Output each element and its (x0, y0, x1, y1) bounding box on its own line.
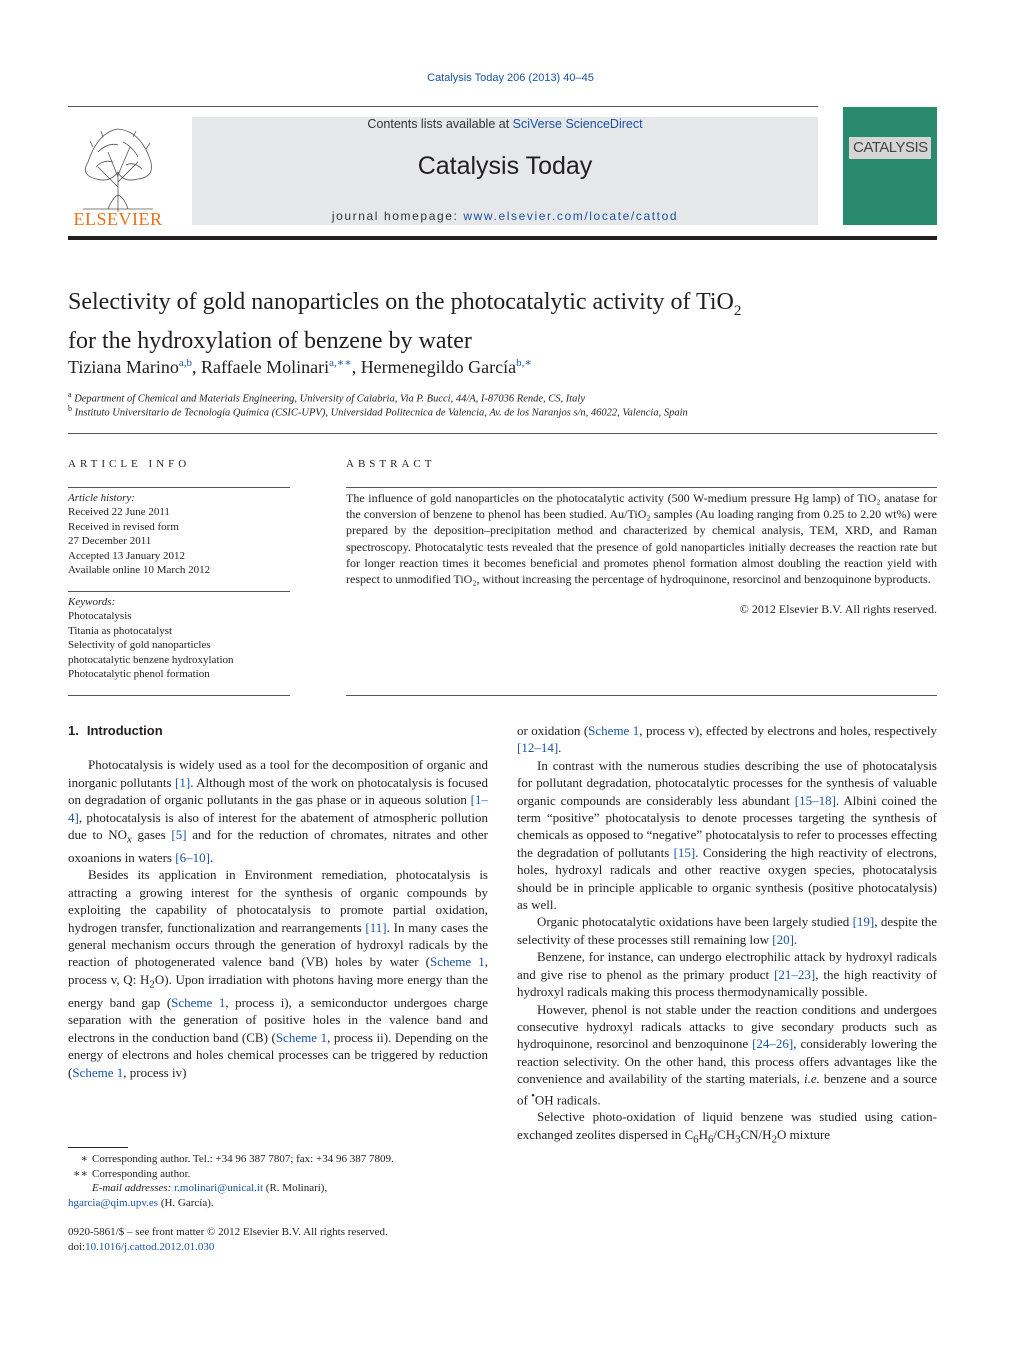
keyword: Titania as photocatalyst (68, 624, 173, 637)
footnotes (68, 1152, 488, 1210)
history-label: Article history: (68, 492, 135, 504)
keyword: Photocatalysis (68, 610, 132, 623)
scheme-link[interactable]: Scheme 1 (430, 954, 485, 970)
body-paragraph: Benzene, for instance, can undergo electrophilic attack by hydroxyl radicals and give rise to phenol as the primary product [21–23], the high reactivity of hydroxyl radicals making this process thermodynamically possible. (517, 949, 937, 1000)
footnote-mark: ∗ (80, 1153, 88, 1165)
citation-link[interactable]: [19] (852, 914, 875, 930)
title-rule (68, 433, 937, 434)
email-link[interactable]: hgarcia@qim.upv.es (68, 1196, 159, 1209)
footnote-corresponding-1 (68, 1152, 488, 1167)
history-item: Available online 10 March 2012 (68, 564, 211, 577)
keywords-label: Keywords: (68, 596, 116, 608)
author-list: Tiziana Marino$^{a,b}$, Raffaele Molinari$^{a,∗∗}$, Hermenegildo García$^{b,∗}$ (68, 357, 532, 377)
scheme-link[interactable]: Scheme 1 (275, 1029, 328, 1045)
author-affil-mark[interactable]: b,∗ (516, 357, 532, 369)
body-paragraph: Selective photo-oxidation of liquid benzene was studied using cation-exchanged zeolites dispersed in $C_6H_6/CH_3CN/H_2O$ mixture (517, 1109, 937, 1146)
body-paragraph: Photocatalysis is widely used as a tool for the decomposition of organic and inorganic pollutants [1]. Although most of the work on photocatalysis is focused on degradation of organic pollutants in the gas phase or in aqueous solution [1–4], photocatalysis is also of interest for the abatement of atmospheric pollution due to $NO_x$ gases [5] and for the reduction of chromates, nitrates and other oxoanions in waters [6–10]. (68, 757, 488, 866)
contents-prefix: Contents lists available at (367, 117, 513, 131)
affil-text: Instituto Universitario de Tecnología Química (CSIC-UPV), Universidad Politecnica de Valencia, Av. de los Naranjos s/n, 46022, Valencia, Spain (74, 407, 688, 419)
email-owner: (R. Molinari), (265, 1182, 328, 1194)
abstract-bottom-rule (346, 695, 937, 696)
body-column-right (517, 722, 937, 1149)
history-item: Received 22 June 2011 (68, 506, 170, 519)
affil-text: Department of Chemical and Materials Engineering, University of Calabria, Via P. Bucci, 44/A, I-87036 Rende, CS, Italy (74, 393, 586, 405)
affiliation-a (68, 390, 948, 405)
author-name: Raffaele Molinari (200, 357, 330, 377)
author-name: Hermenegildo García (360, 357, 517, 377)
homepage-link[interactable]: www.elsevier.com/locate/cattod (463, 209, 679, 223)
sciencedirect-link[interactable]: SciVerse ScienceDirect (512, 117, 643, 131)
doi-label: doi: (68, 1241, 86, 1253)
issn-doi-block (68, 1225, 488, 1255)
author-name: Tiziana Marino (68, 357, 179, 377)
body-paragraph: Besides its application in Environment remediation, photocatalysis is attracting a growing interest for the synthesis of organic compounds by exploiting the capability of photocatalysis to promote partial oxidation, hydrogen transfer, functionalization and rearrangements [11]. In many cases the general mechanism occurs through the generation of hydroxyl radicals by the reaction of photogenerated valence band (VB) holes by water (Scheme 1, process v, Q: $H_2O$). Upon irradiation with photons having more energy than the energy band gap (Scheme 1, process i), a semiconductor undergoes charge separation with the generation of positive holes in the valence band and electrons in the conduction band (CB) (Scheme 1, process ii). Depending on the energy of electrons and holes chemical processes can be triggered by reduction (Scheme 1, process iv) (68, 867, 489, 1080)
author-affil-mark[interactable]: a,b (178, 357, 192, 369)
body-paragraph: In contrast with the numerous studies describing the use of photocatalysis for pollutant degradation, photocatalytic processes for the synthesis of valuable organic compounds are considerably less abundant [15–18]. Albini coined the term “positive” photocatalysis to denote processes targeting the synthesis of chemicals as opposed to “negative” photocatalysis to refer to processes effecting the degradation of pollutants [15]. Considering the high reactivity of electrons, holes, hydroxyl radicals and other reactive oxygen species, photocatalysis should be in principle applicable to organic synthesis (positive photocatalysis) as well. (517, 757, 937, 913)
article-title (68, 287, 908, 356)
title-subscript: 2 (733, 302, 742, 319)
header-rule (68, 106, 818, 107)
doi-line (68, 1240, 488, 1255)
email-label: E-mail addresses: (92, 1182, 172, 1194)
author-affil-mark[interactable]: a,∗∗ (329, 357, 352, 369)
email-link[interactable]: r.molinari@unical.it (174, 1182, 264, 1194)
journal-cover-thumbnail[interactable] (843, 107, 937, 225)
publisher-name: ELSEVIER (73, 209, 163, 229)
affil-mark: a (68, 390, 72, 399)
section-title: Introduction (86, 723, 163, 738)
keyword: photocatalytic benzene hydroxylation (68, 653, 234, 666)
article-info-rule (68, 487, 290, 488)
article-info-heading: ARTICLE INFO (68, 458, 191, 470)
abstract-rule (346, 487, 937, 488)
section-heading (68, 722, 488, 739)
doi-link[interactable]: 10.1016/j.cattod.2012.01.030 (85, 1241, 215, 1253)
citation-link[interactable]: [1–4] (68, 792, 488, 825)
title-line-2: for the hydroxylation of benzene by water (68, 327, 472, 354)
keywords (68, 595, 290, 681)
homepage-line (192, 209, 818, 223)
keywords-rule (68, 695, 290, 696)
header-thick-rule (68, 236, 937, 240)
history-item: Received in revised form (68, 520, 179, 533)
citation-link[interactable]: [21–23] (774, 966, 816, 982)
abstract-heading: ABSTRACT (346, 458, 436, 470)
citation-link[interactable]: [12–14] (517, 740, 559, 756)
cover-title: CATALYSIS (853, 139, 928, 156)
keyword: Photocatalytic phenol formation (68, 668, 210, 681)
affiliation-b (68, 404, 948, 419)
keyword: Selectivity of gold nanoparticles (68, 639, 211, 652)
citation-link[interactable]: [1] (175, 774, 191, 790)
history-item: 27 December 2011 (68, 535, 152, 548)
footnote-mark: ∗∗ (73, 1167, 88, 1180)
citation-link[interactable]: [6–10] (175, 850, 210, 866)
citation-link[interactable]: [20] (772, 931, 794, 947)
issn-line: 0920-5861/$ – see front matter © 2012 Elsevier B.V. All rights reserved. (68, 1226, 388, 1238)
citation-link[interactable]: [5] (171, 827, 187, 843)
footnote-emails-2 (68, 1196, 488, 1211)
history-rule (68, 591, 290, 592)
abstract-copyright: © 2012 Elsevier B.V. All rights reserved. (739, 602, 937, 616)
history-item: Accepted 13 January 2012 (68, 549, 185, 562)
body-paragraph: or oxidation (Scheme 1, process v), effected by electrons and holes, respectively [12–14]. (517, 723, 938, 756)
footnote-rule (68, 1147, 128, 1148)
abstract-text: The influence of gold nanoparticles on the photocatalytic activity (500 W-medium pressure Hg lamp) of TiO₂ anatase for the conversion of benzene to phenol has been studied. Au/TiO₂ samples (Au loading ranging from 0.25 to 2.20 wt%) were prepared by the deposition–precipitation method and characterized by chemical analysis, TEM, XRD, and Raman spectroscopy. Photocatalytic tests revealed that the presence of gold nanoparticles initially decreases the reaction rate but for longer reaction times it becomes beneficial and promotes phenol formation almost doubling the reaction yield with respect to unmodified TiO₂, without increasing the percentage of hydroquinone, resorcinol and benzoquinone byproducts. (346, 491, 937, 587)
footnote-emails (68, 1181, 488, 1196)
article-history (68, 491, 290, 577)
citation-link[interactable]: [24–26] (752, 1036, 794, 1052)
citation-link[interactable]: [11] (365, 919, 387, 935)
scheme-link[interactable]: Scheme 1 (171, 994, 226, 1010)
contents-line (192, 117, 818, 131)
body-paragraph: Organic photocatalytic oxidations have been largely studied [19], despite the selectivity of these processes still remaining low [20]. (517, 914, 937, 947)
footnote-corresponding-2 (68, 1167, 488, 1182)
scheme-link[interactable]: Scheme 1 (588, 723, 640, 738)
body-column-left (68, 722, 488, 1081)
section-number: 1. (68, 723, 79, 738)
footnote-text: Corresponding author. Tel.: +34 96 387 7807; fax: +34 96 387 7809. (92, 1153, 394, 1165)
citation-link[interactable]: [15] (673, 844, 696, 860)
footnote-text: Corresponding author. (92, 1167, 191, 1180)
journal-citation[interactable]: Catalysis Today 206 (2013) 40–45 (427, 72, 594, 84)
journal-title: Catalysis Today (417, 152, 593, 180)
email-owner: (H. García). (160, 1196, 214, 1209)
title-line-1: Selectivity of gold nanoparticles on the photocatalytic activity of TiO (68, 289, 734, 315)
citation-link[interactable]: [15–18] (794, 792, 836, 808)
affil-mark: b (68, 404, 72, 413)
scheme-link[interactable]: Scheme 1 (72, 1064, 124, 1080)
body-paragraph: However, phenol is not stable under the reaction conditions and undergoes consecutive hydroxyl radicals attacks to give secondary products such as hydroquinone, resorcinol and benzoquinone [24–26], considerably lowering the reaction selectivity. On the other hand, this process offers advantages like the convenience and availability of the starting materials, i.e. benzene and a source of •OH radicals. (517, 1001, 937, 1107)
homepage-prefix: journal homepage: (331, 209, 464, 223)
